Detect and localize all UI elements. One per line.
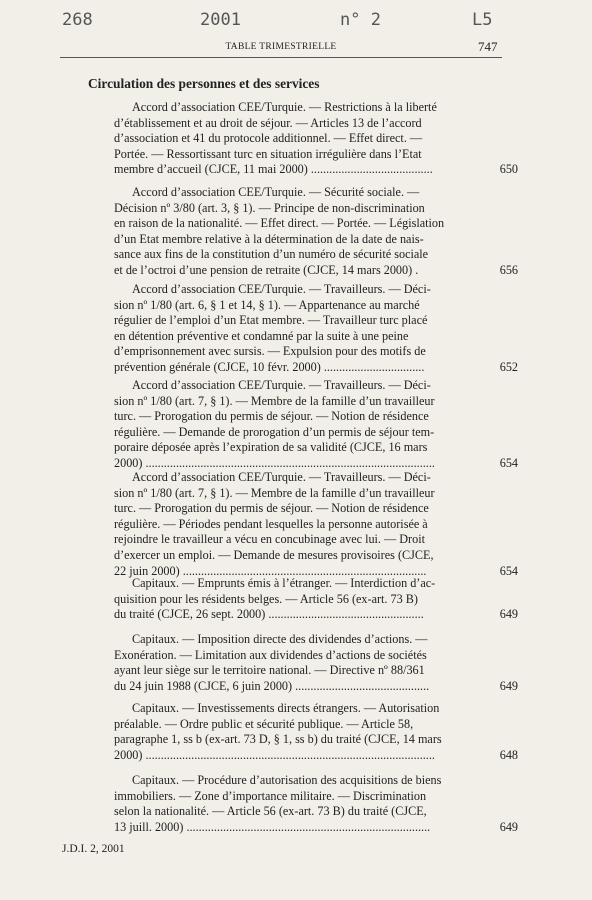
entry-line: d’établissement et au droit de séjour. — Articles 13 de l’accord bbox=[114, 115, 422, 130]
entry-line: rejoindre le travailleur a vécu en concubinage avec lui. — Droit bbox=[114, 532, 425, 547]
entry-line: d’exercer un emploi. — Demande de mesures provisoires (CJCE, bbox=[114, 547, 434, 562]
entry-line: d’association et 41 du protocole additionnel. — Effet direct. — bbox=[114, 131, 423, 146]
entry-line: selon la nationalité. — Article 56 (ex-art. 73 B) du traité (CJCE, bbox=[114, 804, 427, 819]
entry-line: 22 juin 2000) ................................................................................ bbox=[114, 563, 427, 578]
index-entry bbox=[114, 100, 518, 178]
entry-line: 2000) ............................................................................................... bbox=[114, 747, 435, 762]
index-entry bbox=[114, 701, 518, 763]
index-entry bbox=[114, 632, 518, 694]
entry-page-number: 648 bbox=[499, 747, 518, 762]
entry-page-number: 654 bbox=[499, 563, 518, 578]
entry-line: régulière. — Périodes pendant lesquelles la personne autorisée à bbox=[114, 516, 428, 531]
entry-line: Portée. — Ressortissant turc en situation irrégulière dans l’Etat bbox=[114, 146, 422, 161]
index-entry bbox=[114, 282, 518, 376]
entry-line: Exonération. — Limitation aux dividendes d’actions de sociétés bbox=[114, 647, 427, 662]
index-entry bbox=[114, 470, 518, 579]
entry-line: sance aux fins de la constitution d’un numéro de sécurité sociale bbox=[114, 247, 429, 262]
entry-line: 2000) ............................................................................................... bbox=[114, 455, 435, 470]
handwritten-note-1: 268 bbox=[62, 10, 93, 30]
entry-line: immobiliers. — Zone d’importance militaire. — Discrimination bbox=[114, 788, 427, 803]
section-title: Circulation des personnes et des services bbox=[88, 76, 320, 91]
entry-page-number: 656 bbox=[499, 262, 518, 277]
entry-page-number: 649 bbox=[499, 607, 518, 622]
entry-line: en raison de la nationalité. — Effet direct. — Portée. — Législation bbox=[114, 216, 445, 231]
entry-line: Capitaux. — Procédure d’autorisation des acquisitions de biens bbox=[132, 773, 442, 787]
entry-line: sion nº 1/80 (art. 7, § 1). — Membre de la famille d’un travailleur bbox=[114, 393, 435, 408]
entry-line: prévention générale (CJCE, 10 févr. 2000) ................................. bbox=[114, 359, 425, 374]
index-entry bbox=[114, 378, 518, 472]
entry-line: régulière. — Demande de prorogation d’un permis de séjour tem- bbox=[114, 424, 435, 439]
entry-line: Accord d’association CEE/Turquie. — Sécurité sociale. — bbox=[132, 185, 420, 199]
entry-line: d’emprisonnement avec sursis. — Expulsion pour des motifs de bbox=[114, 344, 426, 359]
entry-line: Décision nº 3/80 (art. 3, § 1). — Principe de non-discrimination bbox=[114, 200, 425, 215]
entry-line: 13 juill. 2000) ................................................................................ bbox=[114, 819, 431, 834]
entry-page-number: 654 bbox=[499, 455, 518, 470]
entry-line: Accord d’association CEE/Turquie. — Travailleurs. — Déci- bbox=[132, 378, 431, 392]
page-number: 747 bbox=[478, 39, 498, 54]
entry-line: sion nº 1/80 (art. 7, § 1). — Membre de la famille d’un travailleur bbox=[114, 485, 435, 500]
entry-line: d’un Etat membre relative à la détermination de la date de nais- bbox=[114, 231, 424, 246]
entry-line: sion nº 1/80 (art. 6, § 1 et 14, § 1). — Appartenance au marché bbox=[114, 297, 420, 312]
entry-line: Capitaux. — Investissements directs étrangers. — Autorisation bbox=[132, 701, 440, 715]
handwritten-note-2: 2001 bbox=[200, 10, 241, 30]
entry-line: en détention préventive et condamné par la suite à une peine bbox=[114, 328, 409, 343]
entry-line: Accord d’association CEE/Turquie. — Travailleurs. — Déci- bbox=[132, 282, 431, 296]
entry-line: Capitaux. — Imposition directe des dividendes d’actions. — bbox=[132, 632, 428, 646]
footer: J.D.I. 2, 2001 bbox=[62, 843, 125, 855]
entry-line: poraire déposée après l’expiration de sa validité (CJCE, 16 mars bbox=[114, 440, 428, 455]
entry-line: et de l’octroi d’une pension de retraite (CJCE, 14 mars 2000) . bbox=[114, 262, 419, 277]
entry-page-number: 649 bbox=[499, 819, 518, 834]
entry-page-number: 652 bbox=[499, 359, 518, 374]
entry-line: quisition pour les résidents belges. — Article 56 (ex-art. 73 B) bbox=[114, 591, 418, 606]
entry-line: turc. — Prorogation du permis de séjour. — Notion de résidence bbox=[114, 409, 429, 424]
entry-line: Capitaux. — Emprunts émis à l’étranger. — Interdiction d’ac- bbox=[132, 576, 436, 590]
index-entry bbox=[114, 185, 518, 279]
entry-line: du traité (CJCE, 26 sept. 2000) ................................................... bbox=[114, 607, 424, 622]
entry-line: paragraphe 1, ss b (ex-art. 73 D, § 1, ss b) du traité (CJCE, 14 mars bbox=[114, 732, 442, 747]
handwritten-note-3: n° 2 bbox=[340, 10, 381, 30]
entry-line: Accord d’association CEE/Turquie. — Travailleurs. — Déci- bbox=[132, 470, 431, 484]
handwritten-note-4: L5 bbox=[472, 10, 493, 30]
entry-page-number: 650 bbox=[499, 162, 518, 177]
entry-line: préalable. — Ordre public et sécurité publique. — Article 58, bbox=[114, 716, 414, 731]
entry-line: membre d’accueil (CJCE, 11 mai 2000) ........................................ bbox=[114, 162, 433, 177]
entry-page-number: 649 bbox=[499, 678, 518, 693]
entry-line: ayant leur siège sur le territoire national. — Directive nº 88/361 bbox=[114, 663, 425, 678]
running-header: TABLE TRIMESTRIELLE bbox=[225, 42, 337, 52]
header-rule bbox=[60, 57, 502, 58]
entry-line: Accord d’association CEE/Turquie. — Restrictions à la liberté bbox=[132, 100, 437, 114]
entry-line: du 24 juin 1988 (CJCE, 6 juin 2000) ............................................ bbox=[114, 678, 430, 693]
entry-line: régulier de l’emploi d’un Etat membre. — Travailleur turc placé bbox=[114, 313, 428, 328]
index-entry bbox=[114, 773, 518, 835]
index-entry bbox=[114, 576, 518, 623]
entry-line: turc. — Prorogation du permis de séjour. — Notion de résidence bbox=[114, 501, 429, 516]
